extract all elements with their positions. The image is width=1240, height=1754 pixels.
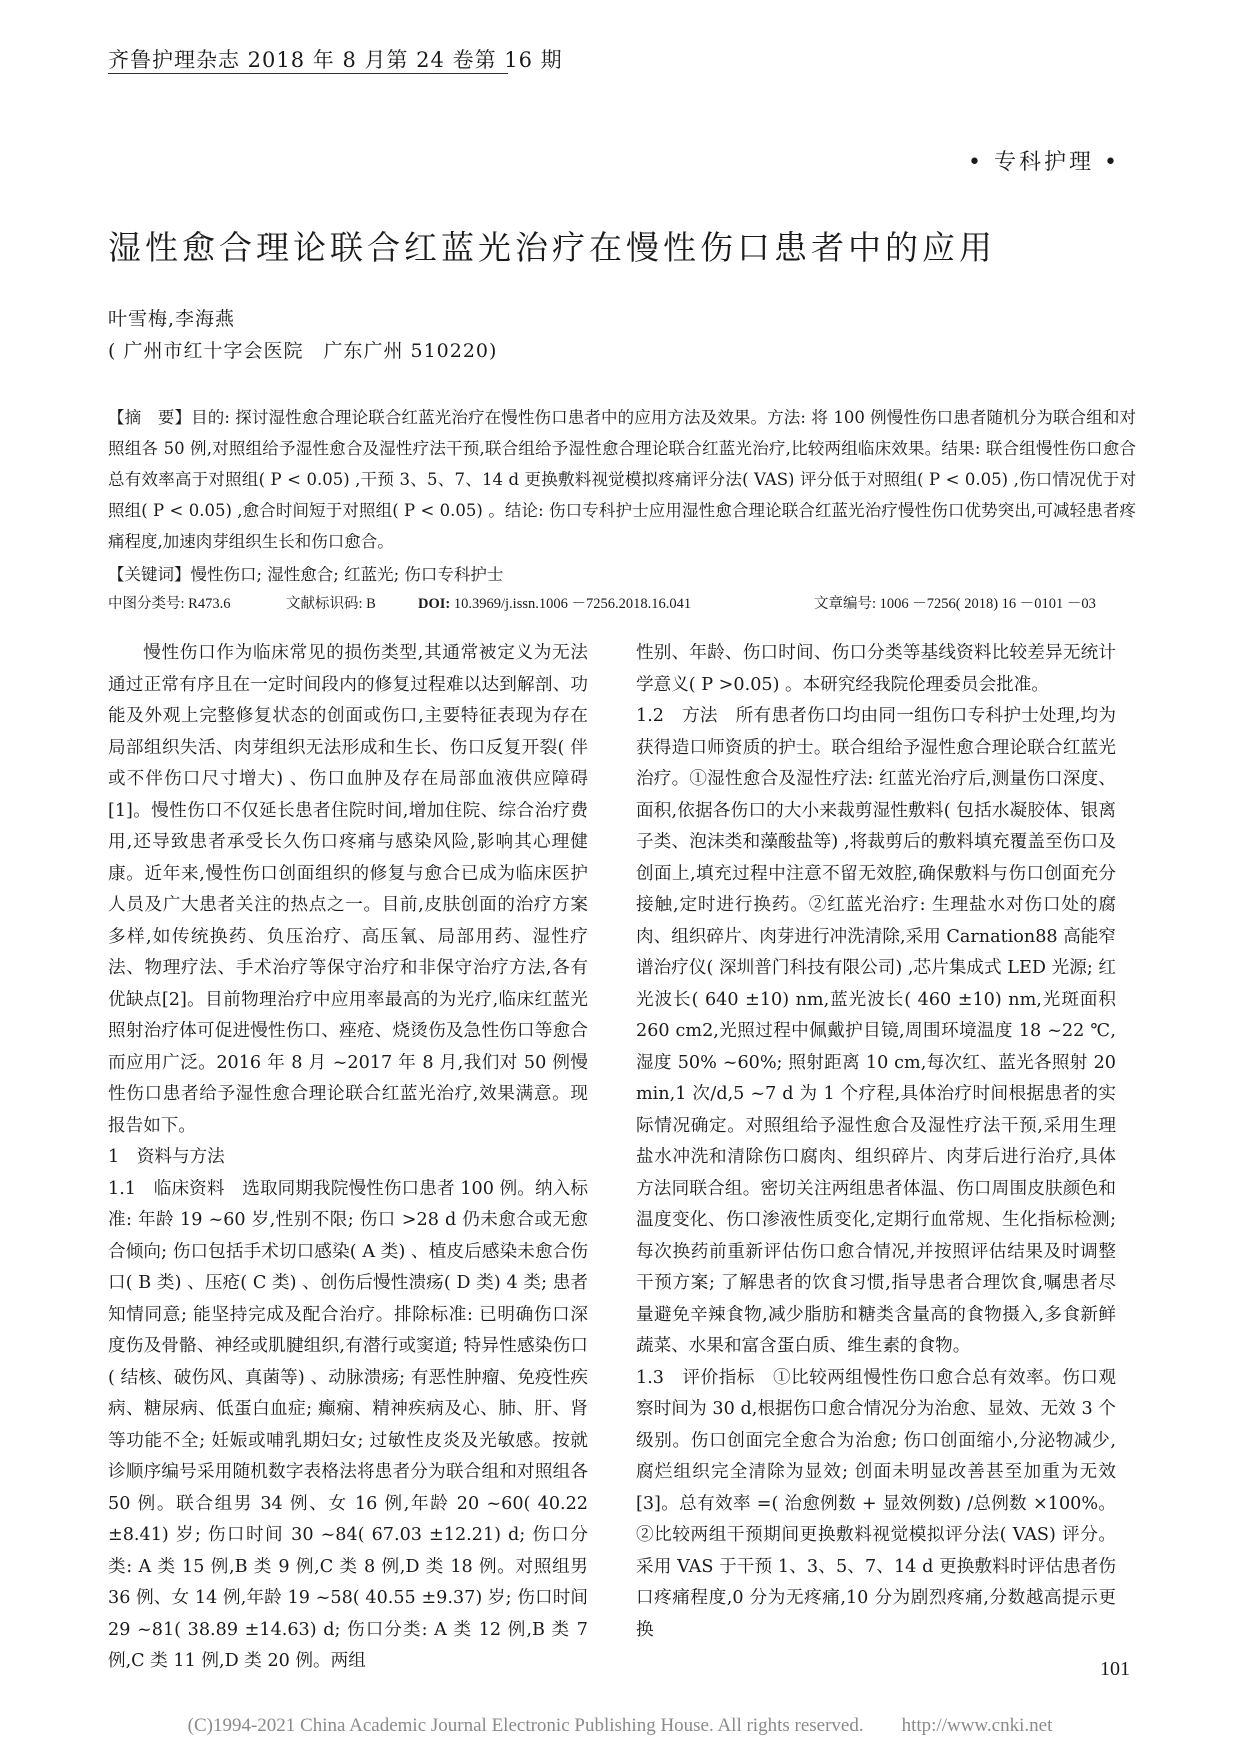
affiliation: ( 广州市红十字会医院 广东广州 510220) — [108, 340, 498, 362]
header-rule — [108, 73, 508, 74]
keywords-label: 【关键词】 — [108, 565, 191, 584]
baseline-paragraph: 性别、年龄、伤口时间、伤口分类等基线资料比较差异无统计学意义( P >0.05) 。本研究经我院伦理委员会批准。 — [636, 643, 1116, 695]
clc-code: 中图分类号: R473.6 — [108, 596, 231, 612]
copyright-footer: (C)1994-2021 China Academic Journal Electronic Publishing House. All rights reserved. http://www.cnki.net — [187, 1715, 1053, 1736]
section-1-3: 1.3 评价指标 ①比较两组慢性伤口愈合总有效率。伤口观察时间为 30 d,根据伤口愈合情况分为治愈、显效、无效 3 个级别。伤口创面完全愈合为治愈; 伤口创面缩小,分泌物减少,腐烂组织完全清除为显效; 创面未明显改善甚至加重为无效[3]。总有效率 =( 治愈例数 + 显效例数) /总例数 ×100%。②比较两组干预期间更换敷料视觉模拟评分法( VAS) 评分。采用 VAS 于干预 1、3、5、7、14 d 更换敷料时评估患者伤口疼痛程度,0 分为无疼痛,10 分为剧烈疼痛,分数越高提示更换 — [636, 1367, 1116, 1640]
article-title: 湿性愈合理论联合红蓝光治疗在慢性伤口患者中的应用 — [108, 228, 996, 267]
journal-header: 齐鲁护理杂志 2018 年 8 月第 24 卷第 16 期 — [108, 48, 563, 72]
article-number: 文章编号: 1006 －7256( 2018) 16 －0101 －03 — [814, 596, 1096, 612]
section-1-2: 1.2 方法 所有患者伤口均由同一组伤口专科护士处理,均为获得造口师资质的护士。联合组给予湿性愈合理论联合红蓝光治疗。①湿性愈合及湿性疗法: 红蓝光治疗后,测量伤口深度、面积,依据各伤口的大小来裁剪湿性敷料( 包括水凝胶体、银离子类、泡沫类和藻酸盐等) ,将裁剪后的敷料填充覆盖至伤口及创面上,填充过程中注意不留无效腔,确保敷料与伤口创面充分接触,定时进行换药。②红蓝光治疗: 生理盐水对伤口处的腐肉、组织碎片、肉芽进行冲洗清除,采用 Carnation88 高能窄谱治疗仪( 深圳普门科技有限公司) ,芯片集成式 LED 光源; 红光波长( 640 ±10) nm,蓝光波长( 460 ±10) nm,光斑面积 260 cm2,光照过程中佩戴护目镜,周围环境温度 18 ~22 ℃,湿度 50% ~60%; 照射距离 10 cm,每次红、蓝光各照射 20 min,1 次/d,5 ~7 d 为 1 个疗程,具体治疗时间根据患者的实际情况确定。对照组给予湿性愈合及湿性疗法干预,采用生理盐水冲洗和清除伤口腐肉、组织碎片、肉芽后进行治疗,具体方法同联合组。密切关注两组患者体温、伤口周围皮肤颜色和温度变化、伤口渗液性质变化,定期行血常规、生化指标检测; 每次换药前重新评估伤口愈合情况,并按照评估结果及时调整干预方案; 了解患者的饮食习惯,指导患者合理饮食,嘱患者尽量避免辛辣食物,减少脂肪和糖类含量高的食物摄入,多食新鲜蔬菜、水果和富含蛋白质、维生素的食物。 — [636, 706, 1116, 1356]
abstract — [108, 402, 1136, 557]
doc-code: 文献标识码: B — [286, 596, 376, 612]
left-column — [108, 638, 588, 1678]
intro-paragraph: 慢性伤口作为临床常见的损伤类型,其通常被定义为无法通过正常有序且在一定时间段内的修复过程难以达到解剖、功能及外观上完整修复状态的创面或伤口,主要特征表现为存在局部组织失活、肉芽组织无法形成和生长、伤口反复开裂( 伴或不伴伤口尺寸增大) 、伤口血肿及存在局部血液供应障碍[1]。慢性伤口不仅延长患者住院时间,增加住院、综合治疗费用,还导致患者承受长久伤口疼痛与感染风险,影响其心理健康。近年来,慢性伤口创面组织的修复与愈合已成为临床医护人员及广大患者关注的热点之一。目前,皮肤创面的治疗方案多样,如传统换药、负压治疗、高压氧、局部用药、湿性疗法、物理疗法、手术治疗等保守治疗和非保守治疗方法,各有优缺点[2]。目前物理治疗中应用率最高的为光疗,临床红蓝光照射治疗体可促进慢性伤口、痤疮、烧烫伤及急性伤口等愈合而应用广泛。2016 年 8 月 ~2017 年 8 月,我们对 50 例慢性伤口患者给予湿性愈合理论联合红蓝光治疗,效果满意。现报告如下。 — [108, 643, 588, 1136]
section-1-1: 1.1 临床资料 选取同期我院慢性伤口患者 100 例。纳入标准: 年龄 19 ~60 岁,性别不限; 伤口 >28 d 仍未愈合或无愈合倾向; 伤口包括手术切口感染( A 类) 、植皮后感染未愈合伤口( B 类) 、压疮( C 类) 、创伤后慢性溃疡( D 类) 4 类; 患者知情同意; 能坚持完成及配合治疗。排除标准: 已明确伤口深度伤及骨骼、神经或肌腱组织,有潜行或窦道; 特异性感染伤口( 结核、破伤风、真菌等) 、动脉溃疡; 有恶性肿瘤、免疫性疾病、糖尿病、低蛋白血症; 癫痫、精神疾病及心、肺、肝、肾等功能不全; 妊娠或哺乳期妇女; 过敏性皮炎及光敏感。按就诊顺序编号采用随机数字表格法将患者分为联合组和对照组各 50 例。联合组男 34 例、女 16 例,年龄 20 ~60( 40.22 ±8.41) 岁; 伤口时间 30 ~84( 67.03 ±12.21) d; 伤口分类: A 类 15 例,B 类 9 例,C 类 8 例,D 类 18 例。对照组男 36 例、女 14 例,年龄 19 ~58( 40.55 ±9.37) 岁; 伤口时间 29 ~81( 38.89 ±14.63) d; 伤口分类: A 类 12 例,B 类 7 例,C 类 11 例,D 类 20 例。两组 — [108, 1178, 588, 1671]
abstract-text: 目的: 探讨湿性愈合理论联合红蓝光治疗在慢性伤口患者中的应用方法及效果。方法: 将 100 例慢性伤口患者随机分为联合组和对照组各 50 例,对照组给予湿性愈合及湿性疗法干预,联合组给予湿性愈合理论联合红蓝光治疗,比较两组临床效果。结果: 联合组慢性伤口愈合总有效率高于对照组( P < 0.05) ,干预 3、5、7、14 d 更换敷料视觉模拟疼痛评分法( VAS) 评分低于对照组( P < 0.05) ,伤口情况优于对照组( P < 0.05) ,愈合时间短于对照组( P < 0.05) 。结论: 伤口专科护士应用湿性愈合理论联合红蓝光治疗慢性伤口优势突出,可减轻患者疼痛程度,加速肉芽组织生长和伤口愈合。 — [108, 408, 1136, 551]
section-1-heading: 1 资料与方法 — [108, 1147, 225, 1167]
keywords — [108, 561, 503, 585]
authors: 叶雪梅,李海燕 — [108, 308, 236, 330]
page-number: 101 — [1100, 1658, 1130, 1680]
doi — [418, 592, 691, 613]
doi-value: 10.3969/j.issn.1006 －7256.2018.16.041 — [453, 596, 692, 612]
right-column — [636, 638, 1116, 1646]
keywords-text: 慢性伤口; 湿性愈合; 红蓝光; 伤口专科护士 — [190, 565, 504, 584]
section-tag: • 专科护理 • — [968, 150, 1120, 175]
doi-label: DOI: — [418, 596, 451, 612]
abstract-label: 【摘 要】 — [108, 408, 192, 427]
